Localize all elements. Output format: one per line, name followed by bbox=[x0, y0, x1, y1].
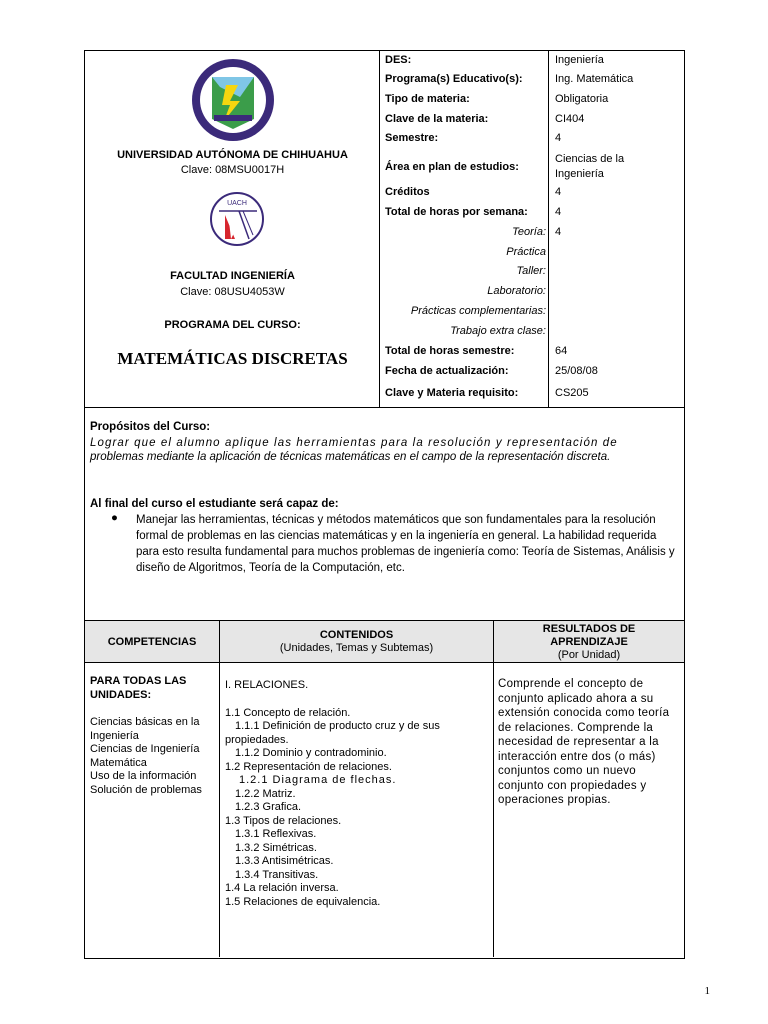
info-value: CS205 bbox=[555, 387, 589, 399]
outcome-text: Manejar las herramientas, técnicas y métodos matemáticos que son fundamentales para la resolución formal de problemas en las ciencias matemáticas y en la ingeniería en general. La habilidad requerida para esto resulta fundamental para muchos problemas de ingeniería como: Teoría de Sistemas, Análisis y diseño de Algoritmos, Teoría de la Computación, etc. bbox=[136, 514, 675, 574]
content-item: 1.1 Concepto de relación. bbox=[225, 706, 351, 719]
contents-cell bbox=[225, 679, 489, 909]
info-value: CI404 bbox=[555, 113, 585, 125]
info-value: 64 bbox=[555, 345, 568, 357]
info-label: Semestre: bbox=[385, 132, 439, 144]
content-item: 1.2 Representación de relaciones. bbox=[225, 760, 392, 773]
info-value: 4 bbox=[555, 186, 562, 198]
info-value: Ingeniería bbox=[555, 54, 604, 66]
info-value: 25/08/08 bbox=[555, 365, 598, 377]
info-label: Prácticas complementarias: bbox=[410, 305, 546, 317]
competencia-item: Ciencias básicas en la Ingeniería bbox=[90, 716, 200, 742]
bullet-icon: ● bbox=[111, 512, 118, 524]
institution-panel bbox=[85, 51, 380, 407]
competencia-item: Solución de problemas bbox=[90, 783, 202, 796]
info-label: DES: bbox=[385, 54, 412, 66]
info-label: Total de horas por semana: bbox=[385, 206, 528, 218]
info-label: Clave y Materia requisito: bbox=[385, 387, 519, 399]
header-contenidos bbox=[220, 621, 493, 663]
page-number: 1 bbox=[704, 985, 710, 997]
info-value: 4 bbox=[555, 132, 562, 144]
header-resultados-sub: (Por Unidad) bbox=[557, 648, 621, 661]
column-divider-1 bbox=[219, 621, 220, 957]
competencias-title: PARA TODAS LAS UNIDADES: bbox=[90, 675, 187, 701]
curriculum-table bbox=[84, 621, 685, 959]
info-label: Trabajo extra clase: bbox=[450, 325, 546, 337]
faculty-code: Clave: 08USU4053W bbox=[180, 286, 285, 298]
info-label: Clave de la materia: bbox=[385, 113, 489, 125]
content-item: 1.4 La relación inversa. bbox=[225, 882, 339, 894]
info-label: Taller: bbox=[516, 265, 546, 277]
table-header bbox=[85, 621, 684, 663]
course-title: MATEMÁTICAS DISCRETAS bbox=[117, 349, 348, 368]
content-item: 1.3.3 Antisimétricas. bbox=[235, 855, 334, 867]
content-item: 1.2.2 Matriz. bbox=[235, 787, 296, 800]
column-divider-2 bbox=[493, 621, 494, 957]
competencias-list bbox=[90, 716, 216, 797]
info-value: Ing. Matemática bbox=[555, 73, 634, 85]
info-label: Total de horas semestre: bbox=[385, 345, 515, 357]
info-value: Ciencias de la Ingeniería bbox=[555, 153, 625, 180]
faculty-emblem-icon bbox=[209, 191, 265, 247]
info-label: Fecha de actualización: bbox=[385, 365, 509, 377]
faculty-emblem-text: UACH bbox=[227, 200, 247, 207]
results-cell: Comprende el concepto de conjunto aplicado ahora a su extensión conocida como teoría de relaciones. Comprende la necesidad de representar a la interacción entre dos (o más) conjuntos como un nuevo conjunto con propiedades y operaciones propias. bbox=[498, 678, 670, 806]
competencia-item: Uso de la información bbox=[90, 770, 197, 782]
contents-list bbox=[225, 707, 489, 910]
info-label: Teoría: bbox=[512, 226, 546, 238]
content-item: 1.3.4 Transitivas. bbox=[235, 868, 319, 881]
course-header-box bbox=[84, 50, 685, 408]
university-code: Clave: 08MSU0017H bbox=[180, 164, 285, 176]
content-item: 1.3 Tipos de relaciones. bbox=[225, 814, 342, 827]
info-label: Práctica bbox=[506, 246, 546, 258]
content-item: 1.2.1 Diagrama de flechas. bbox=[239, 774, 397, 786]
outcome-heading: Al final del curso el estudiante será capaz de: bbox=[90, 498, 339, 510]
header-contenidos-sub: (Unidades, Temas y Subtemas) bbox=[279, 642, 434, 654]
purpose-line-2: problemas mediante la aplicación de técnicas matemáticas en el campo de la representación discreta. bbox=[90, 451, 611, 463]
purpose-heading: Propósitos del Curso: bbox=[90, 421, 211, 433]
content-item: 1.3.1 Reflexivas. bbox=[235, 828, 317, 840]
faculty-name: FACULTAD INGENIERÍA bbox=[170, 270, 295, 282]
info-value: 4 bbox=[555, 226, 562, 238]
content-item: 1.3.2 Simétricas. bbox=[235, 841, 317, 854]
info-value: 4 bbox=[555, 206, 562, 218]
unit-title: I. RELACIONES. bbox=[225, 679, 309, 691]
competencia-item: Ciencias de Ingeniería Matemática bbox=[90, 743, 200, 769]
course-info-panel bbox=[380, 51, 684, 407]
info-label: Programa(s) Educativo(s): bbox=[385, 73, 523, 85]
content-item: 1.2.3 Grafica. bbox=[235, 801, 302, 813]
info-value: Obligatoria bbox=[555, 93, 609, 105]
info-divider bbox=[548, 51, 549, 407]
header-contenidos-title: CONTENIDOS bbox=[319, 629, 394, 641]
header-resultados bbox=[494, 621, 684, 663]
header-resultados-title: RESULTADOS DE APRENDIZAJE bbox=[542, 622, 636, 648]
purpose-section bbox=[84, 407, 685, 621]
program-label: PROGRAMA DEL CURSO: bbox=[164, 319, 301, 331]
content-item: 1.1.1 Definición de producto cruz y de sus propiedades. bbox=[225, 720, 440, 746]
content-item: 1.5 Relaciones de equivalencia. bbox=[225, 895, 381, 908]
university-seal-icon bbox=[190, 57, 276, 143]
content-item: 1.1.2 Dominio y contradominio. bbox=[235, 747, 387, 759]
header-competencias: COMPETENCIAS bbox=[107, 635, 197, 648]
info-label: Créditos bbox=[385, 186, 430, 198]
university-name: UNIVERSIDAD AUTÓNOMA DE CHIHUAHUA bbox=[117, 149, 348, 161]
competencias-cell bbox=[90, 675, 216, 797]
info-label: Laboratorio: bbox=[487, 285, 546, 297]
info-label: Área en plan de estudios: bbox=[385, 161, 519, 173]
purpose-line-1: Lograr que el alumno aplique las herramientas para la resolución y representación de bbox=[90, 437, 618, 449]
info-label: Tipo de materia: bbox=[385, 93, 470, 105]
